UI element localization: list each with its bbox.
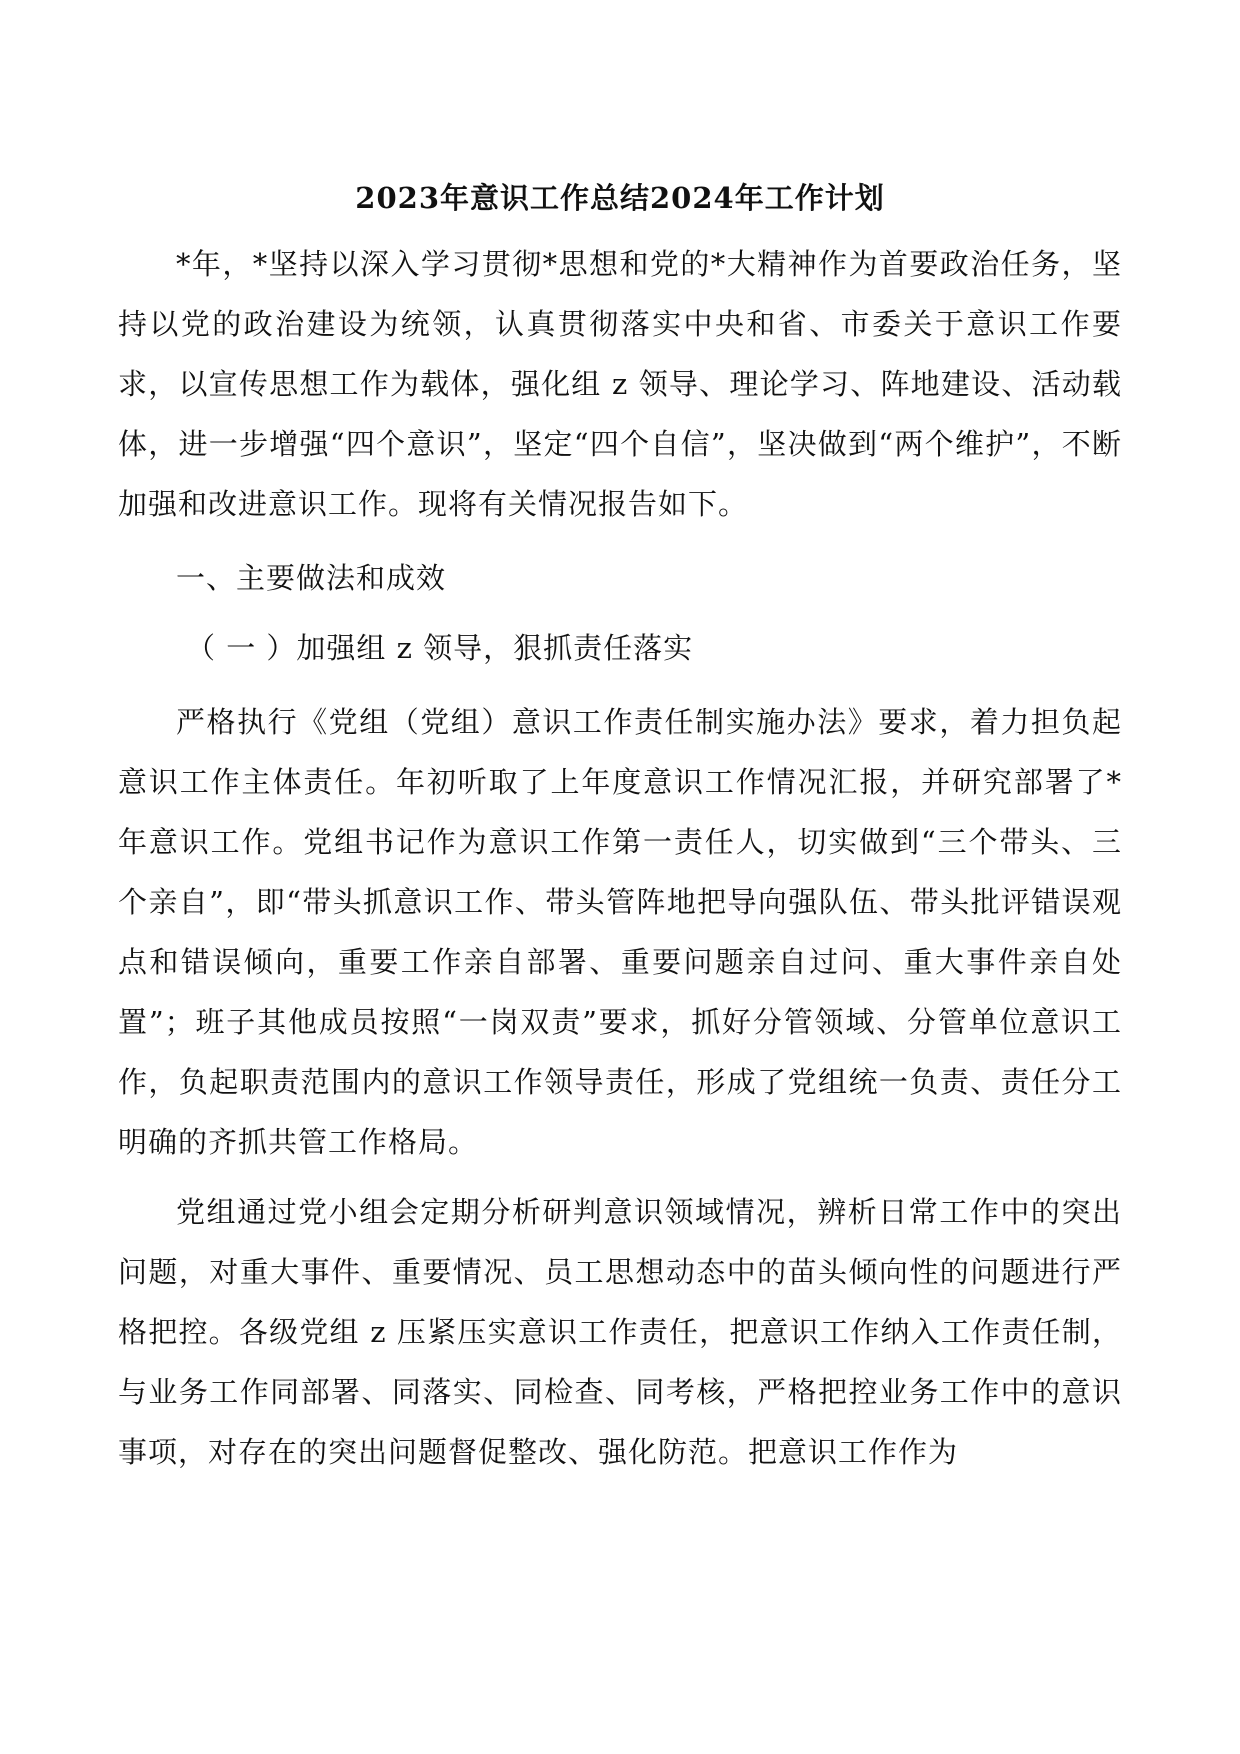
- body-paragraph: 严格执行《党组（党组）意识工作责任制实施办法》要求，着力担负起意识工作主体责任。年初听取了上年度意识工作情况汇报，并研究部署了*年意识工作。党组书记作为意识工作第一责任人，切实做到“三个带头、三个亲自”，即“带头抓意识工作、带头管阵地把导向强队伍、带头批评错误观点和错误倾向，重要工作亲自部署、重要问题亲自过问、重大事件亲自处置”；班子其他成员按照“一岗双责”要求，抓好分管领域、分管单位意识工作，负起职责范围内的意识工作领导责任，形成了党组统一负责、责任分工明确的齐抓共管工作格局。: [118, 705, 1122, 1159]
- subsection-heading: （ 一 ）加强组 z 领导，狠抓责任落实: [186, 631, 694, 665]
- document-body: [118, 234, 1122, 1482]
- intro-paragraph: *年，*坚持以深入学习贯彻*思想和党的*大精神作为首要政治任务，坚持以党的政治建设为统领，认真贯彻落实中央和省、市委关于意识工作要求，以宣传思想工作为载体，强化组 z 领导、理论学习、阵地建设、活动载体，进一步增强“四个意识”，坚定“四个自信”，坚决做到“两个维护”，不断加强和改进意识工作。现将有关情况报告如下。: [118, 247, 1122, 521]
- body-paragraph: 党组通过党小组会定期分析研判意识领域情况，辨析日常工作中的突出问题，对重大事件、重要情况、员工思想动态中的苗头倾向性的问题进行严格把控。各级党组 z 压紧压实意识工作责任，把意识工作纳入工作责任制，与业务工作同部署、同落实、同检查、同考核，严格把控业务工作中的意识事项，对存在的突出问题督促整改、强化防范。把意识工作作为: [118, 1195, 1122, 1469]
- section-heading: 一、主要做法和成效: [176, 561, 447, 595]
- document-title: 2023年意识工作总结2024年工作计划: [355, 181, 885, 215]
